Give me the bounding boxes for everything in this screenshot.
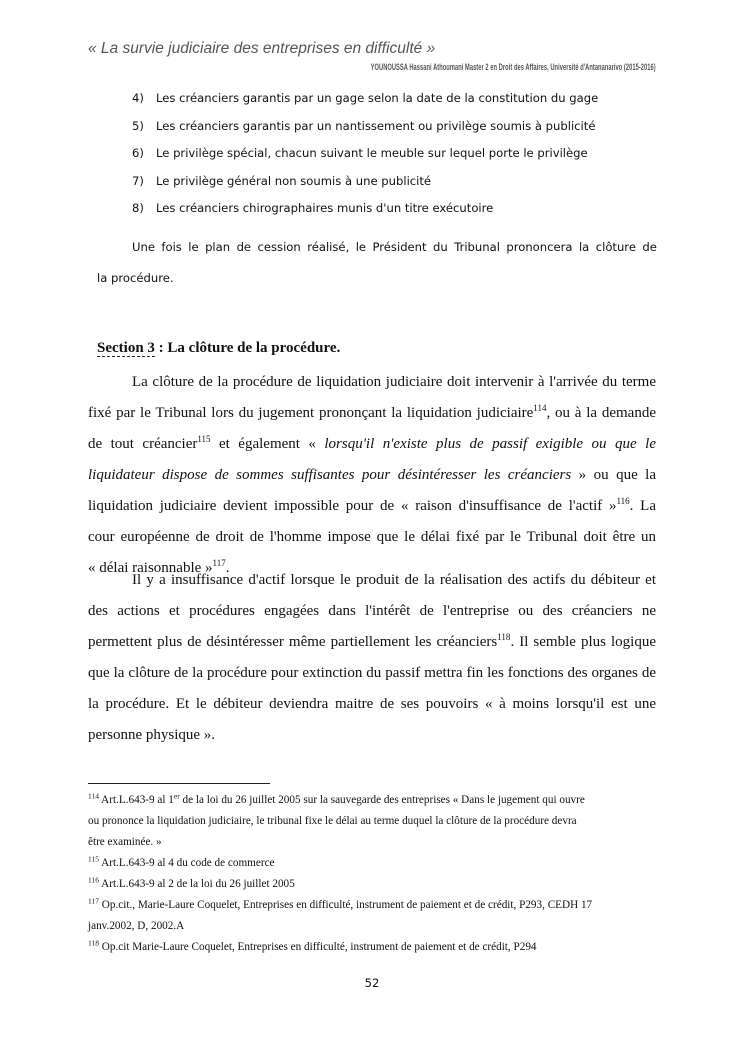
cession-closure-paragraph <box>97 232 657 294</box>
list-item: 7) Le privilège général non soumis à une publicité <box>132 173 432 188</box>
footnote-117: $^{117}$ Op.cit., Marie-Laure Coquelet, Entreprises en difficulté, instrument de paiement et de crédit, P293, CEDH 17 <box>88 896 593 911</box>
footnote-line: ou prononce la liquidation judiciaire, le tribunal fixe le délai au terme duquel la clôture de la procédure devra <box>88 815 577 827</box>
footnote-ref: 118 <box>497 632 511 642</box>
page-number: 52 <box>364 976 380 990</box>
running-header-title: « La survie judiciaire des entreprises en difficulté » <box>88 40 436 57</box>
section-title-text: : La clôture de la procédure. <box>154 340 341 356</box>
footnote-ref: 116 <box>616 496 630 506</box>
footnote-line: janv.2002, D, 2002.A <box>88 920 185 932</box>
paragraph-line: personne physique ». <box>88 727 216 743</box>
paragraph-line: « délai raisonnable »$^{117}$. <box>88 558 230 576</box>
section-number: Section 3 <box>97 340 155 356</box>
paragraph-line: permettent plus de désintéresser même partiellement les créanciers$^{118}$. Il semble plus logique <box>88 632 656 650</box>
paragraph-line: de tout créancier$^{115}$ et également « lorsqu'il n'existe plus de passif exigible ou que le <box>88 434 656 452</box>
running-header-author: YOUNOUSSA Hassani Athoumani Master 2 en Droit des Affaires, Université d'Antananarivo (2015-2016) <box>371 62 656 72</box>
creditor-ranking-list <box>132 88 598 226</box>
footnote-116: $^{116}$ Art.L.643-9 al 2 de la loi du 26 juillet 2005 <box>88 875 295 890</box>
footnote-ref: 114 <box>533 403 547 413</box>
paragraph-line: cour européenne de droit de l'homme impose que le délai fixé par le Tribunal doit être un <box>88 529 656 545</box>
paragraph-line: Il y a insuffisance d'actif lorsque le produit de la réalisation des actifs du débiteur et <box>132 572 656 588</box>
paragraph-line: fixé par le Tribunal lors du jugement prononçant la liquidation judiciaire$^{114}$, ou à la demande <box>88 403 656 421</box>
paragraph-line: liquidateur dispose de sommes suffisantes pour désintéresser les créanciers » ou que la <box>88 467 656 483</box>
paragraph-line: Une fois le plan de cession réalisé, le Président du Tribunal prononcera la clôture de <box>132 240 657 254</box>
footnote-115: $^{115}$ Art.L.643-9 al 4 du code de commerce <box>88 854 275 869</box>
paragraph-line: des actions et procédures engagées dans l'intérêt de l'entreprise ou des créanciers ne <box>88 603 656 619</box>
footnote-ref: 115 <box>197 434 211 444</box>
closure-paragraph-2 <box>88 565 656 751</box>
paragraph-line: que la clôture de la procédure pour extinction du passif mettra fin les fonctions des organes de <box>88 665 656 681</box>
paragraph-line: la procédure. Et le débiteur deviendra maitre de ses pouvoirs « à moins lorsqu'il est une <box>88 696 656 712</box>
list-item: 5) Les créanciers garantis par un nantissement ou privilège soumis à publicité <box>132 118 596 133</box>
paragraph-line: la procédure. <box>97 271 174 285</box>
list-item: 6) Le privilège spécial, chacun suivant le meuble sur lequel porte le privilège <box>132 146 588 160</box>
list-item: 8) Les créanciers chirographaires munis d'un titre exécutoire <box>132 201 494 215</box>
footnote-114: $^{114}$ Art.L.643-9 al 1er de la loi du 26 juillet 2005 sur la sauvegarde des entreprises « Dans le jugement qui ouvre <box>88 791 585 806</box>
footnote-separator <box>88 783 270 784</box>
footnotes <box>88 790 660 958</box>
footnote-118: $^{118}$ Op.cit Marie-Laure Coquelet, Entreprises en difficulté, instrument de paiement et de crédit, P294 <box>88 938 537 953</box>
list-item: 4) Les créanciers garantis par un gage selon la date de la constitution du gage <box>132 91 599 105</box>
paragraph-line: liquidation judiciaire devient impossible pour de « raison d'insuffisance de l'actif »$^{116}$. La <box>88 496 656 514</box>
section-heading <box>97 340 340 357</box>
footnote-line: être examinée. » <box>88 836 162 848</box>
paragraph-line: La clôture de la procédure de liquidation judiciaire doit intervenir à l'arrivée du terme <box>132 374 656 390</box>
closure-paragraph-1 <box>88 367 656 584</box>
footnote-ref: 117 <box>212 558 226 568</box>
